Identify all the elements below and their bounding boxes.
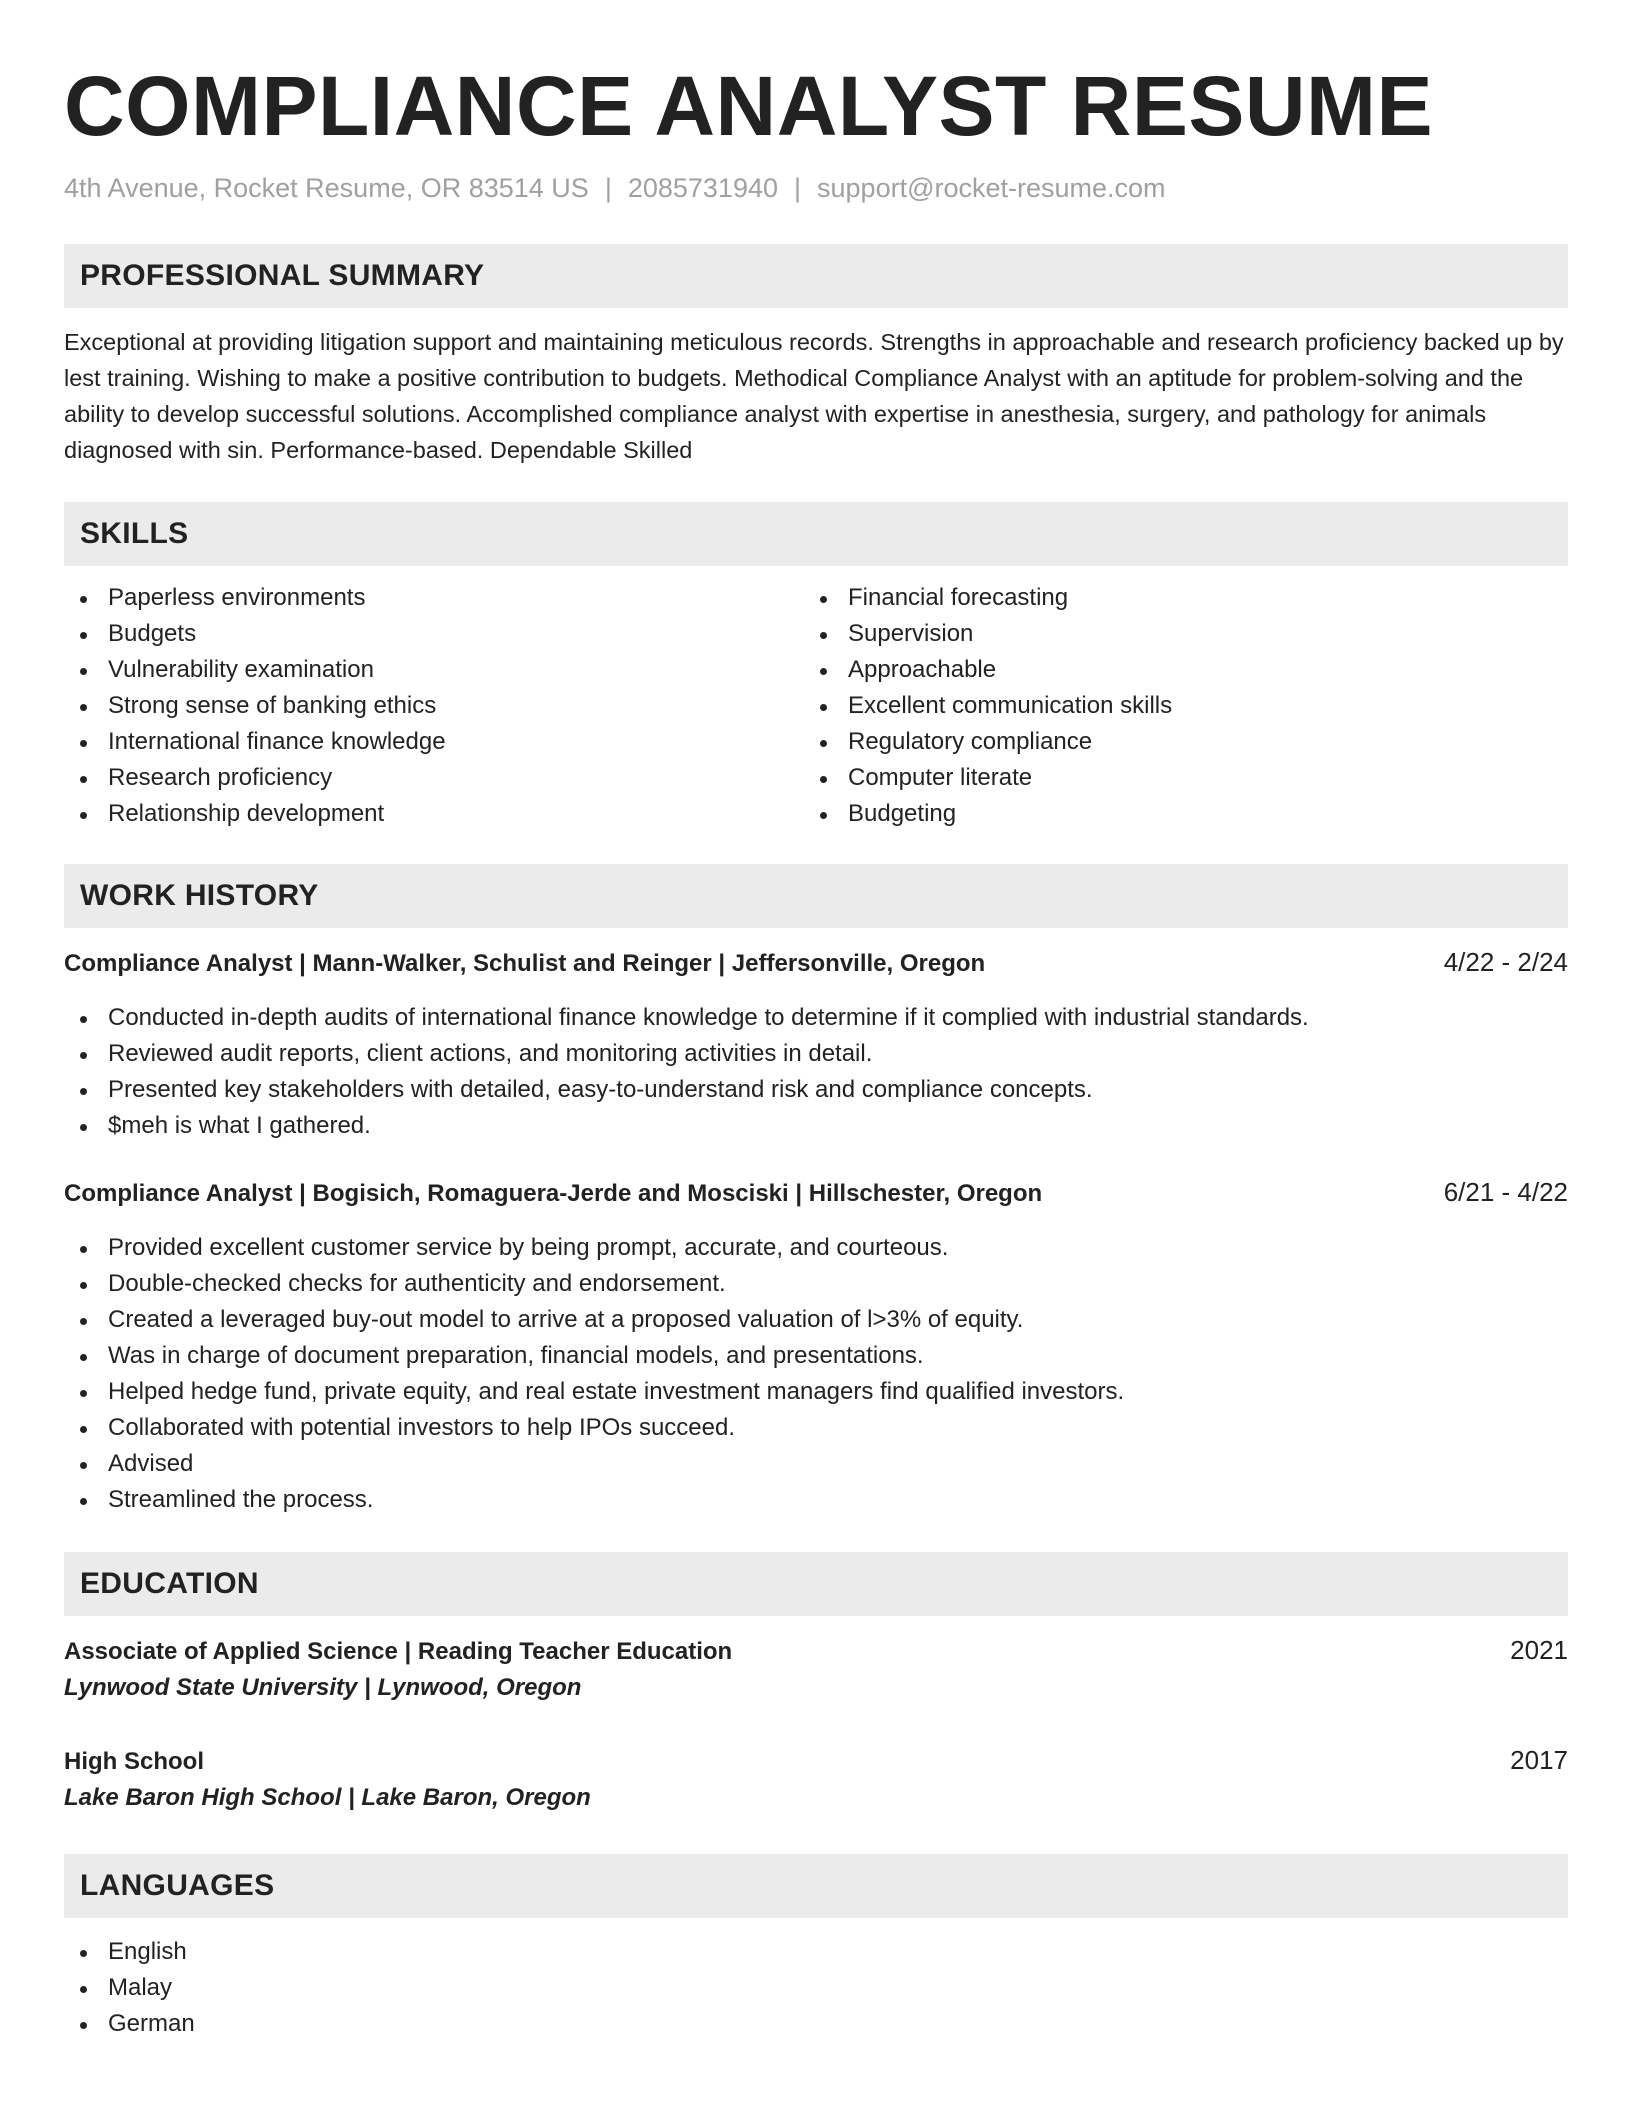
education-school: Lynwood State University | Lynwood, Oregon xyxy=(64,1674,582,1701)
language-item: English xyxy=(64,1934,1568,1970)
education-entry xyxy=(64,1632,1568,1706)
skill-item: Vulnerability examination xyxy=(64,652,804,688)
job-header xyxy=(64,944,1568,982)
contact-separator: | xyxy=(794,173,802,203)
job-bullet: Double-checked checks for authenticity and endorsement. xyxy=(64,1266,1568,1302)
job-bullet: Reviewed audit reports, client actions, and monitoring activities in detail. xyxy=(64,1036,1568,1072)
job-bullet: $meh is what I gathered. xyxy=(64,1108,1568,1144)
job-title: Compliance Analyst | Bogisich, Romaguera-Jerde and Mosciski | Hillschester, Oregon xyxy=(64,1180,1043,1207)
skill-item: Research proficiency xyxy=(64,760,804,796)
job-dates: 4/22 - 2/24 xyxy=(1443,947,1568,977)
section-heading-education: EDUCATION xyxy=(64,1552,1568,1616)
job-bullet: Conducted in-depth audits of international finance knowledge to determine if it complied with industrial standards. xyxy=(64,1000,1568,1036)
section-heading-skills: SKILLS xyxy=(64,502,1568,566)
contact-address: 4th Avenue, Rocket Resume, OR 83514 US xyxy=(64,173,589,203)
skill-item: Budgeting xyxy=(804,796,1544,832)
skills-column-left xyxy=(64,580,804,832)
skill-item: Relationship development xyxy=(64,796,804,832)
languages-list xyxy=(64,1934,1568,2042)
job-bullet: Helped hedge fund, private equity, and real estate investment managers find qualified investors. xyxy=(64,1374,1568,1410)
language-item: Malay xyxy=(64,1970,1568,2006)
section-heading-work-history: WORK HISTORY xyxy=(64,864,1568,928)
education-degree: High School xyxy=(64,1748,204,1775)
education-header xyxy=(64,1742,1568,1780)
job-bullet: Streamlined the process. xyxy=(64,1482,1568,1518)
contact-separator: | xyxy=(604,173,612,203)
job-dates: 6/21 - 4/22 xyxy=(1443,1177,1568,1207)
contact-email: support@rocket-resume.com xyxy=(817,173,1166,203)
skill-item: Regulatory compliance xyxy=(804,724,1544,760)
summary-text: Exceptional at providing litigation support and maintaining meticulous records. Strengths in approachable and research proficiency backed up by lest training. Wishing to make a positive contribution to budgets. Methodical Compliance Analyst with an aptitude for problem-solving and the ability to develop successful solutions. Accomplished compliance analyst with expertise in anesthesia, surgery, and pathology for animals diagnosed with sin. Performance-based. Dependable Skilled xyxy=(64,329,1564,463)
job-bullet: Was in charge of document preparation, financial models, and presentations. xyxy=(64,1338,1568,1374)
section-heading-languages: LANGUAGES xyxy=(64,1854,1568,1918)
skill-item: Financial forecasting xyxy=(804,580,1544,616)
education-entry xyxy=(64,1742,1568,1816)
education-year: 2021 xyxy=(1510,1635,1568,1665)
job-bullet: Advised xyxy=(64,1446,1568,1482)
job-bullet: Created a leveraged buy-out model to arrive at a proposed valuation of l>3% of equity. xyxy=(64,1302,1568,1338)
job-bullet: Provided excellent customer service by being prompt, accurate, and courteous. xyxy=(64,1230,1568,1266)
skill-item: Excellent communication skills xyxy=(804,688,1544,724)
skill-item: Approachable xyxy=(804,652,1544,688)
language-item: German xyxy=(64,2006,1568,2042)
contact-line xyxy=(64,170,1568,206)
job-header xyxy=(64,1174,1568,1212)
section-heading-summary: PROFESSIONAL SUMMARY xyxy=(64,244,1568,308)
education-year: 2017 xyxy=(1510,1745,1568,1775)
skill-item: Strong sense of banking ethics xyxy=(64,688,804,724)
skill-item: International finance knowledge xyxy=(64,724,804,760)
job-entry xyxy=(64,944,1568,1144)
education-school: Lake Baron High School | Lake Baron, Oregon xyxy=(64,1784,591,1811)
job-bullet: Presented key stakeholders with detailed, easy-to-understand risk and compliance concepts. xyxy=(64,1072,1568,1108)
job-bullet: Collaborated with potential investors to help IPOs succeed. xyxy=(64,1410,1568,1446)
job-title: Compliance Analyst | Mann-Walker, Schulist and Reinger | Jeffersonville, Oregon xyxy=(64,950,986,977)
education-header xyxy=(64,1632,1568,1670)
job-entry xyxy=(64,1174,1568,1518)
skill-item: Supervision xyxy=(804,616,1544,652)
skill-item: Budgets xyxy=(64,616,804,652)
education-degree: Associate of Applied Science | Reading Teacher Education xyxy=(64,1638,733,1665)
skills-column-right xyxy=(804,580,1544,832)
resume-title: COMPLIANCE ANALYST RESUME xyxy=(64,59,1434,153)
skill-item: Computer literate xyxy=(804,760,1544,796)
skills-grid xyxy=(64,580,1568,832)
skill-item: Paperless environments xyxy=(64,580,804,616)
contact-phone: 2085731940 xyxy=(627,173,778,203)
